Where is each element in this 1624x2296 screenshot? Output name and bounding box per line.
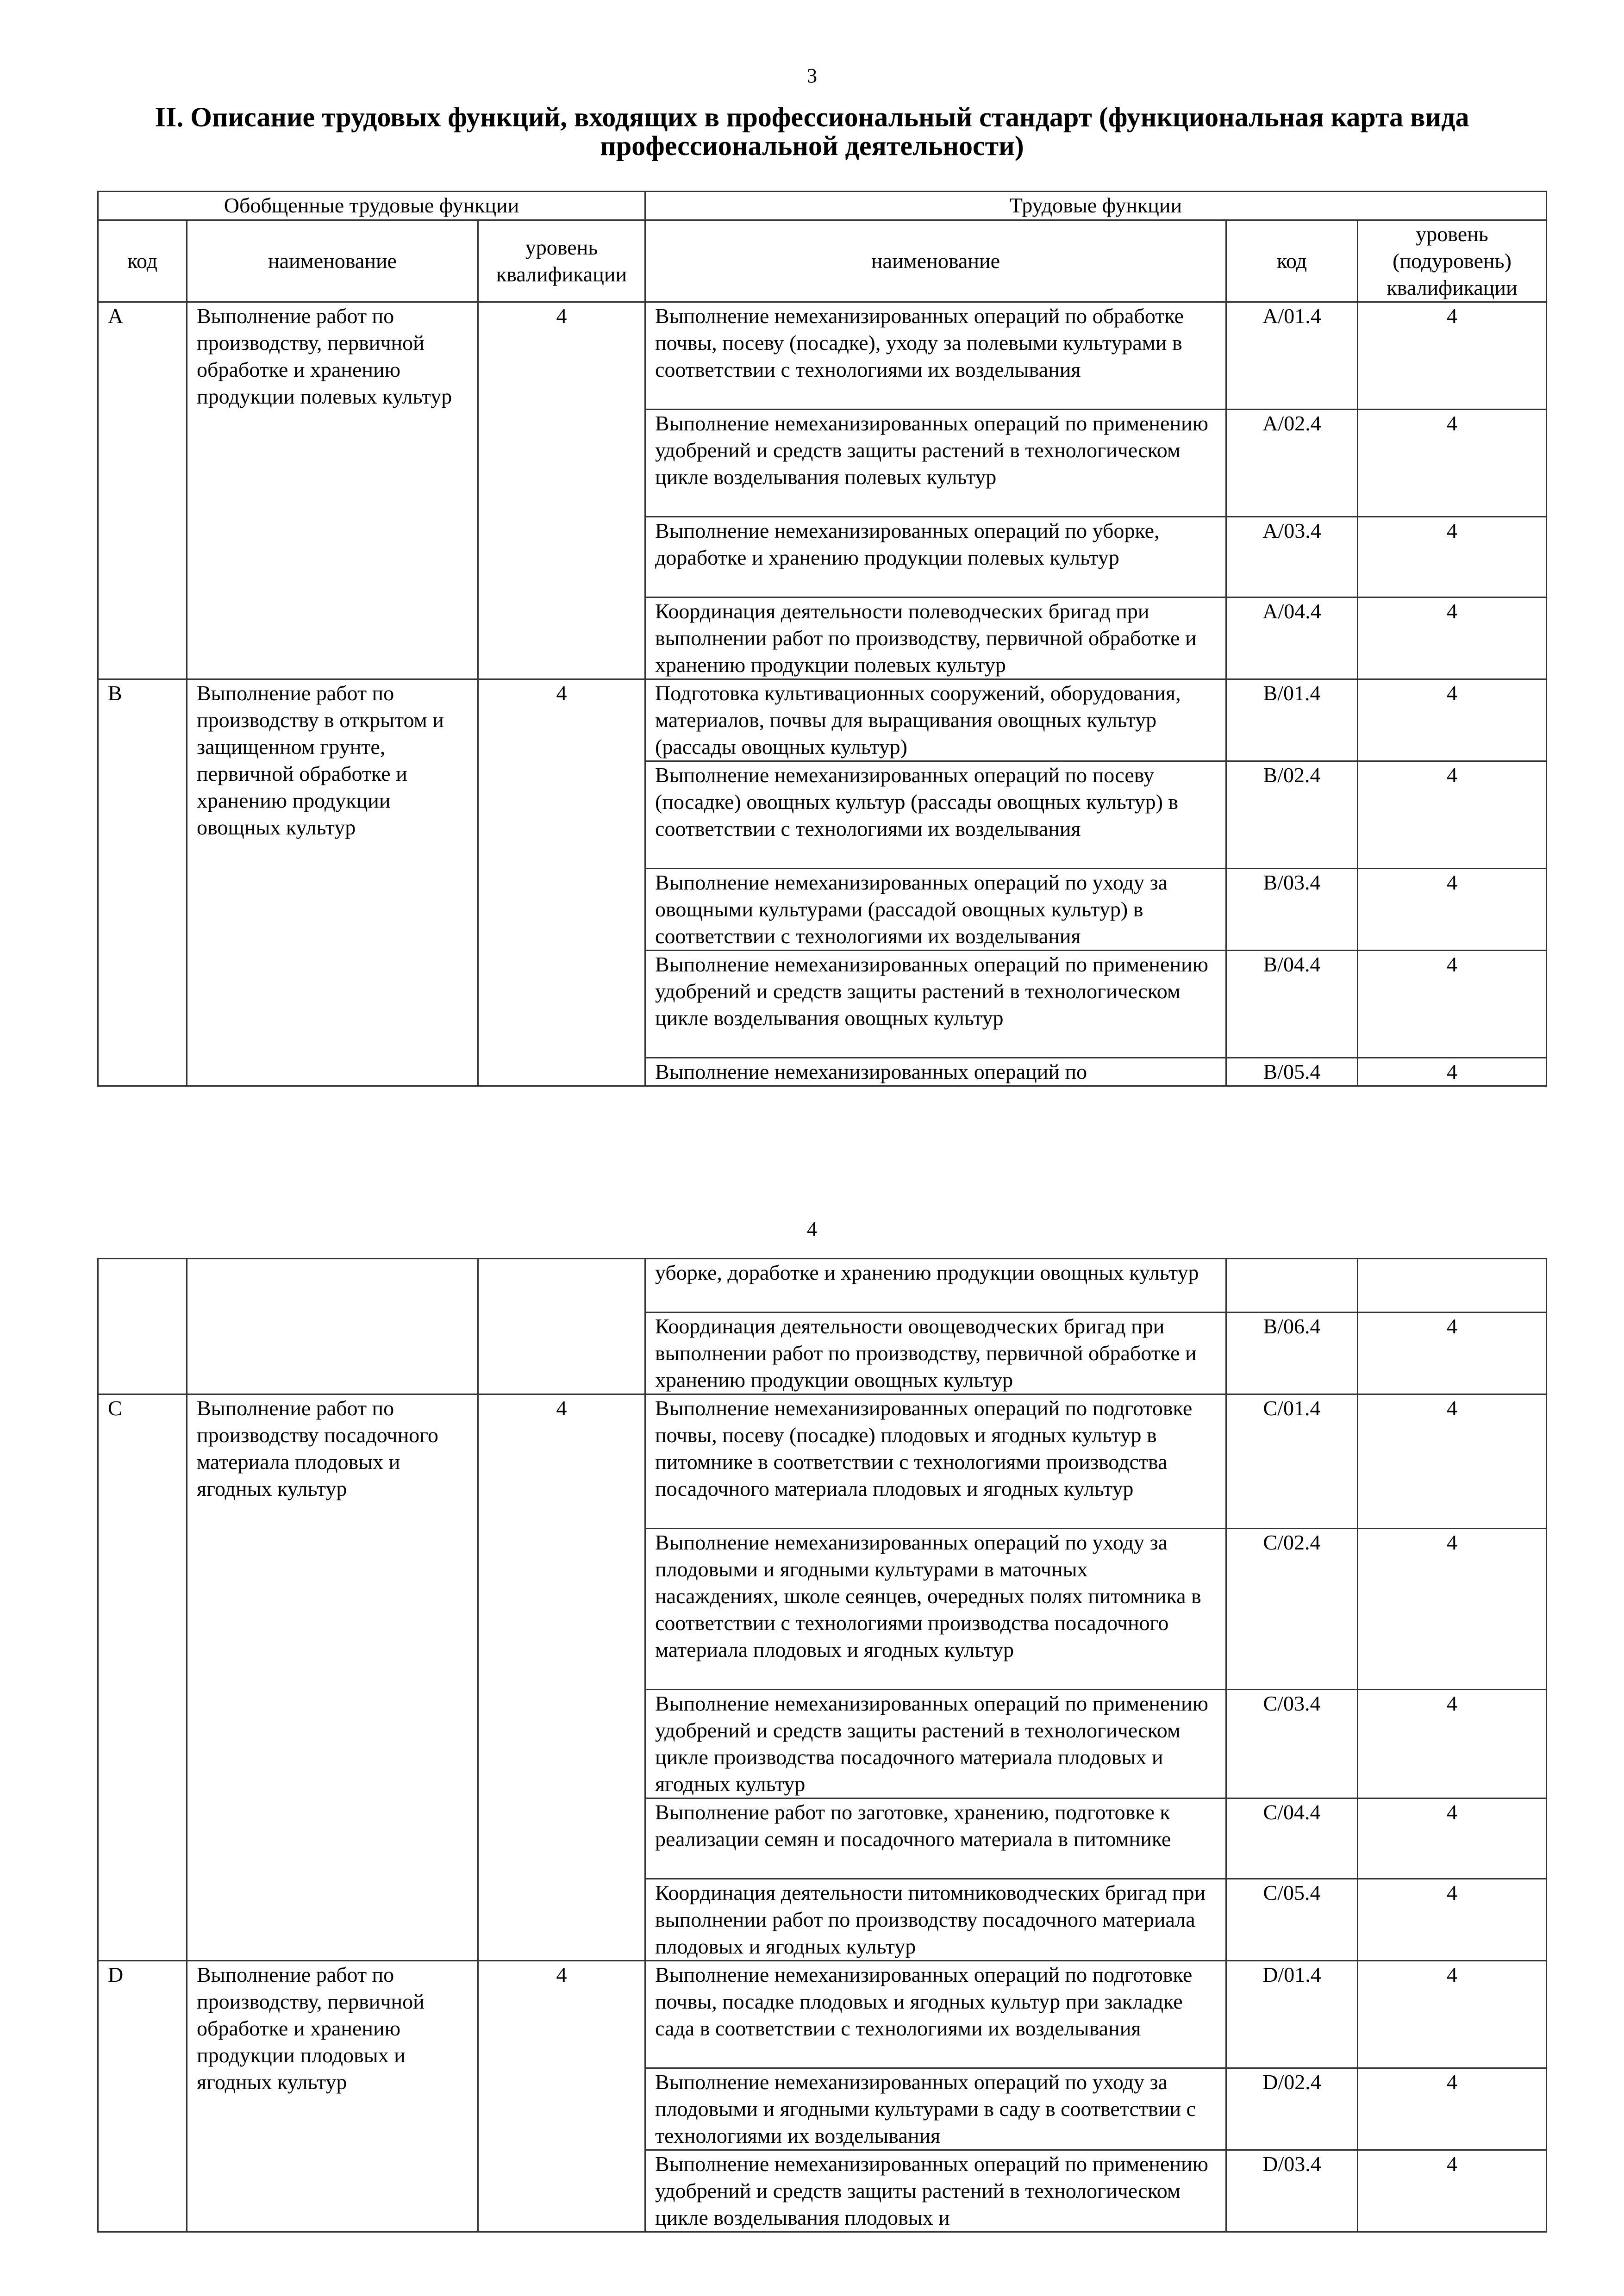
header-name: наименование [187,220,478,302]
group-level-empty [478,1259,645,1394]
function-level: 4 [1358,1961,1547,2068]
group-name: Выполнение работ по производству посадочного материала плодовых и ягодных культур [187,1394,478,1961]
function-level: 4 [1358,679,1547,761]
function-name: Выполнение немеханизированных операций по посеву (посадке) овощных культур (рассады овощных культур) в соответствии с технологиями их возделывания [645,761,1226,869]
functional-map-table-page-1 [97,191,1547,1087]
function-name: Выполнение немеханизированных операций по уходу за плодовыми и ягодными культурами в маточных насаждениях, школе сеянцев, очередных полях питомника в соответствии с технологиями производства посадочного материала плодовых и ягодных культур [645,1529,1226,1690]
header-tf-name: наименование [645,220,1226,302]
group-level: 4 [478,302,645,679]
group-level: 4 [478,1394,645,1961]
function-level: 4 [1358,1690,1547,1798]
function-name: Выполнение немеханизированных операций по подготовке почвы, посадке плодовых и ягодных культур при закладке сада в соответствии с технологиями их возделывания [645,1961,1226,2068]
function-code: D/03.4 [1226,2150,1358,2232]
group-name: Выполнение работ по производству в открытом и защищенном грунте, первичной обработке и хранению продукции овощных культур [187,679,478,1086]
function-level: 4 [1358,761,1547,869]
function-name: Координация деятельности полеводческих бригад при выполнении работ по производству, первичной обработке и хранению продукции полевых культур [645,597,1226,679]
functional-map-table-page-2 [97,1258,1547,2233]
function-name: Выполнение немеханизированных операций по обработке почвы, посеву (посадке), уходу за полевыми культурами в соответствии с технологиями их возделывания [645,302,1226,410]
header-generalized: Обобщенные трудовые функции [98,192,645,220]
function-level: 4 [1358,2150,1547,2232]
function-name: Подготовка культивационных сооружений, оборудования, материалов, почвы для выращивания овощных культур (рассады овощных культур) [645,679,1226,761]
page-number: 4 [807,1218,817,1240]
header-labor-functions: Трудовые функции [645,192,1547,220]
function-code: C/03.4 [1226,1690,1358,1798]
group-code: A [98,302,187,679]
function-code: B/03.4 [1226,869,1358,951]
function-name: уборке, доработке и хранению продукции овощных культур [645,1259,1226,1313]
function-level: 4 [1358,1798,1547,1879]
function-level: 4 [1358,1058,1547,1086]
function-level: 4 [1358,951,1547,1058]
header-sublevel: уровень (подуровень) квалификации [1358,220,1547,302]
function-name: Выполнение немеханизированных операций по применению удобрений и средств защиты растений в технологическом цикле возделывания овощных культур [645,951,1226,1058]
header-tf-code: код [1226,220,1358,302]
group-name-empty [187,1259,478,1394]
page-title: II. Описание трудовых функций, входящих в профессиональный стандарт (функциональная карта вида профессиональной деятельности) [155,102,1469,161]
function-level: 4 [1358,1529,1547,1690]
function-code: B/06.4 [1226,1313,1358,1394]
function-name: Выполнение работ по заготовке, хранению, подготовке к реализации семян и посадочного материала в питомнике [645,1798,1226,1879]
function-level: 4 [1358,597,1547,679]
function-code: C/01.4 [1226,1394,1358,1529]
function-name: Координация деятельности питомниководческих бригад при выполнении работ по производству посадочного материала плодовых и ягодных культур [645,1879,1226,1961]
group-level: 4 [478,1961,645,2232]
function-name: Выполнение немеханизированных операций по уходу за овощными культурами (рассадой овощных культур) в соответствии с технологиями их возделывания [645,869,1226,951]
function-code: D/01.4 [1226,1961,1358,2068]
function-code-empty [1226,1259,1358,1313]
function-code: C/02.4 [1226,1529,1358,1690]
function-code: A/03.4 [1226,517,1358,597]
function-level: 4 [1358,1394,1547,1529]
function-name: Выполнение немеханизированных операций по уходу за плодовыми и ягодными культурами в саду в соответствии с технологиями их возделывания [645,2068,1226,2150]
function-level-empty [1358,1259,1547,1313]
function-code: B/04.4 [1226,951,1358,1058]
function-code: B/01.4 [1226,679,1358,761]
function-name: Выполнение немеханизированных операций по [645,1058,1226,1086]
function-level: 4 [1358,1313,1547,1394]
group-name: Выполнение работ по производству, первичной обработке и хранению продукции полевых культур [187,302,478,679]
function-name: Выполнение немеханизированных операций по применению удобрений и средств защиты растений в технологическом цикле возделывания плодовых и [645,2150,1226,2232]
function-code: C/05.4 [1226,1879,1358,1961]
function-name: Выполнение немеханизированных операций по подготовке почвы, посеву (посадке) плодовых и ягодных культур в питомнике в соответствии с технологиями производства посадочного материала плодовых и ягодных культур [645,1394,1226,1529]
function-level: 4 [1358,302,1547,410]
function-code: A/04.4 [1226,597,1358,679]
function-name: Выполнение немеханизированных операций по уборке, доработке и хранению продукции полевых культур [645,517,1226,597]
function-level: 4 [1358,869,1547,951]
function-level: 4 [1358,517,1547,597]
function-name: Выполнение немеханизированных операций по применению удобрений и средств защиты растений в технологическом цикле возделывания полевых культур [645,410,1226,517]
function-code: D/02.4 [1226,2068,1358,2150]
group-code: B [98,679,187,1086]
function-level: 4 [1358,1879,1547,1961]
group-code: D [98,1961,187,2232]
group-level: 4 [478,679,645,1086]
function-level: 4 [1358,410,1547,517]
function-level: 4 [1358,2068,1547,2150]
function-code: B/02.4 [1226,761,1358,869]
header-level: уровень квалификации [478,220,645,302]
function-code: B/05.4 [1226,1058,1358,1086]
function-code: C/04.4 [1226,1798,1358,1879]
function-code: A/02.4 [1226,410,1358,517]
function-name: Выполнение немеханизированных операций по применению удобрений и средств защиты растений в технологическом цикле производства посадочного материала плодовых и ягодных культур [645,1690,1226,1798]
function-name: Координация деятельности овощеводческих бригад при выполнении работ по производству, первичной обработке и хранению продукции овощных культур [645,1313,1226,1394]
group-name: Выполнение работ по производству, первичной обработке и хранению продукции плодовых и ягодных культур [187,1961,478,2232]
page-number: 3 [807,64,817,87]
function-code: A/01.4 [1226,302,1358,410]
group-code: C [98,1394,187,1961]
header-code: код [98,220,187,302]
group-code-empty [98,1259,187,1394]
